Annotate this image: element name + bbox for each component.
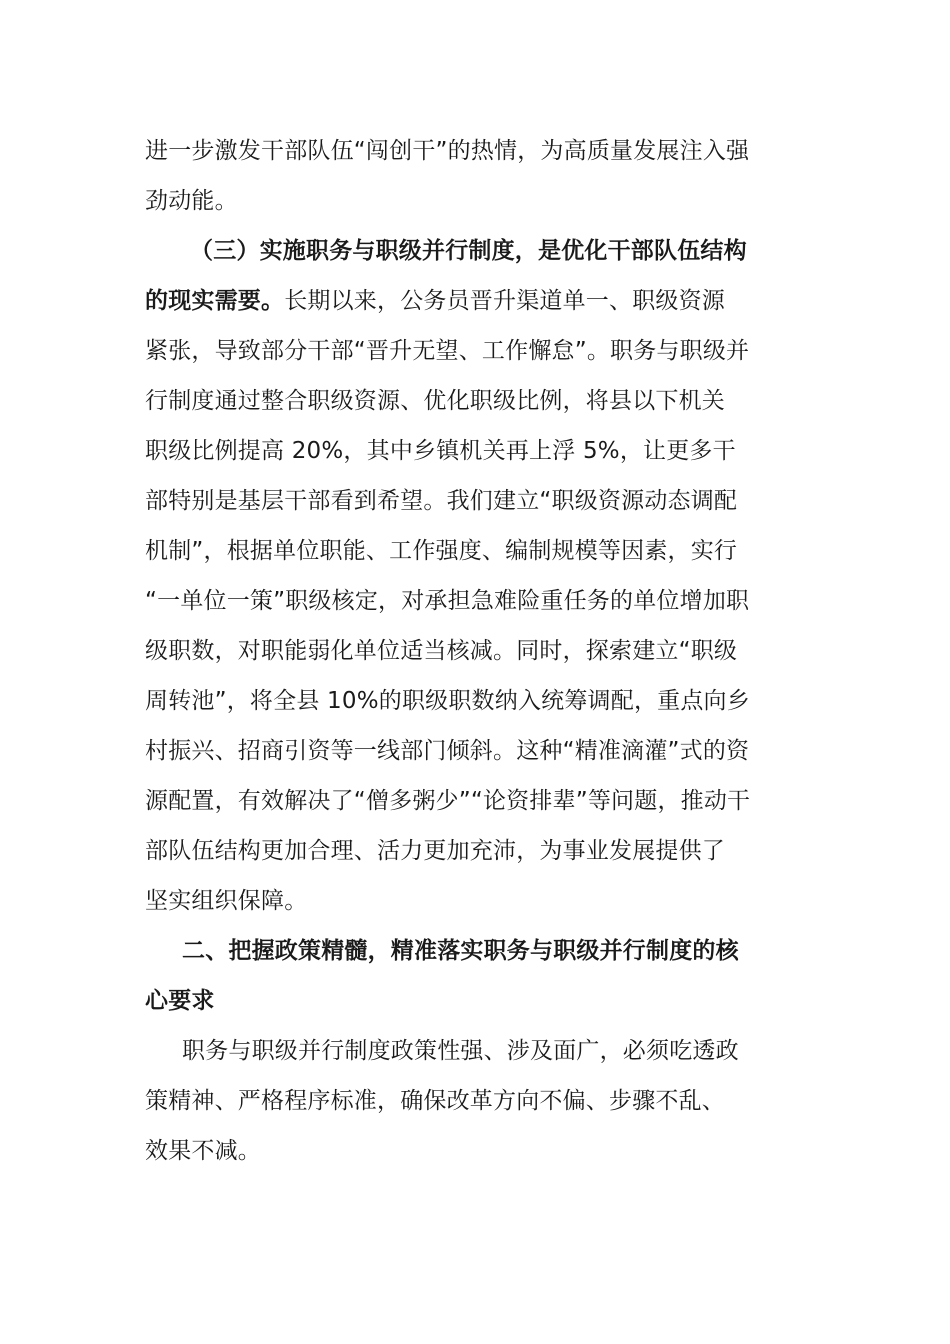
line-text: 部队伍结构更加合理、活力更加充沛，为事业发展提供了 bbox=[145, 838, 725, 864]
section-heading-line bbox=[190, 236, 747, 266]
paragraph-line bbox=[145, 486, 737, 516]
paragraph-line bbox=[145, 436, 736, 466]
paragraph-line bbox=[145, 886, 307, 916]
paragraph-line bbox=[145, 386, 725, 416]
chapter-heading-line bbox=[182, 936, 739, 966]
paragraph-line bbox=[145, 186, 238, 216]
paragraph-line bbox=[145, 286, 725, 316]
section-heading-text: （三）实施职务与职级并行制度，是优化干部队伍结构 bbox=[190, 238, 747, 264]
line-text: 职级比例提高 20%，其中乡镇机关再上浮 5%，让更多干 bbox=[145, 438, 736, 464]
line-text: 紧张，导致部分干部“晋升无望、工作懈怠”。职务与职级并 bbox=[145, 338, 750, 364]
line-text: 级职数，对职能弱化单位适当核减。同时，探索建立“职级 bbox=[145, 638, 738, 664]
paragraph-line bbox=[145, 836, 725, 866]
line-text: 周转池”，将全县 10%的职级职数纳入统筹调配，重点向乡 bbox=[145, 688, 750, 714]
paragraph-line bbox=[145, 136, 749, 166]
line-text: 进一步激发干部队伍“闯创干”的热情，为高质量发展注入强 bbox=[145, 138, 750, 164]
chapter-heading-text: 二、把握政策精髓，精准落实职务与职级并行制度的核 bbox=[182, 938, 739, 964]
paragraph-line bbox=[145, 736, 749, 766]
line-text: 长期以来，公务员晋升渠道单一、职级资源 bbox=[284, 288, 726, 314]
paragraph-line bbox=[145, 586, 749, 616]
paragraph-line bbox=[145, 336, 749, 366]
line-text: 村振兴、招商引资等一线部门倾斜。这种“精准滴灌”式的资 bbox=[145, 738, 750, 764]
line-text: 部特别是基层干部看到希望。我们建立“职级资源动态调配 bbox=[145, 488, 738, 514]
paragraph-line bbox=[145, 1086, 725, 1116]
paragraph-line bbox=[145, 536, 737, 566]
paragraph-line bbox=[145, 1136, 261, 1166]
line-text: 策精神、严格程序标准，确保改革方向不偏、步骤不乱、 bbox=[145, 1088, 725, 1114]
chapter-heading-text: 心要求 bbox=[145, 988, 215, 1014]
line-text: 职务与职级并行制度政策性强、涉及面广，必须吃透政 bbox=[182, 1038, 739, 1064]
paragraph-line bbox=[145, 786, 750, 816]
line-text: 机制”，根据单位职能、工作强度、编制规模等因素，实行 bbox=[145, 538, 738, 564]
line-text: 劲动能。 bbox=[145, 188, 238, 214]
chapter-heading-line bbox=[145, 986, 215, 1016]
line-text: 源配置，有效解决了“僧多粥少”“论资排辈”等问题，推动干 bbox=[145, 788, 751, 814]
section-heading-text: 的现实需要。 bbox=[145, 288, 285, 314]
paragraph-line bbox=[145, 686, 750, 716]
paragraph-line bbox=[182, 1036, 739, 1066]
paragraph-line bbox=[145, 636, 737, 666]
line-text: 行制度通过整合职级资源、优化职级比例，将县以下机关 bbox=[145, 388, 725, 414]
line-text: 效果不减。 bbox=[145, 1138, 261, 1164]
line-text: “一单位一策”职级核定，对承担急难险重任务的单位增加职 bbox=[145, 588, 750, 614]
line-text: 坚实组织保障。 bbox=[145, 888, 308, 914]
